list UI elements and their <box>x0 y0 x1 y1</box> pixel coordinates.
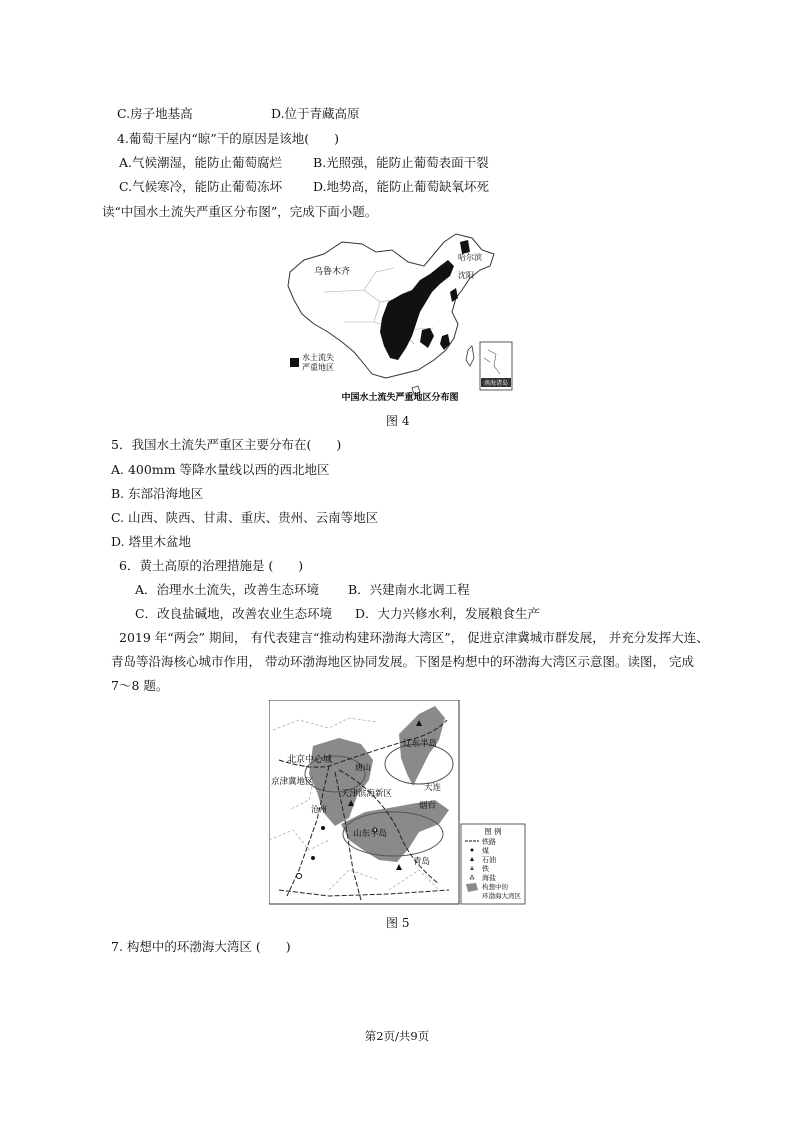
q4-option-d: D.地势高，能防止葡萄缺氧坏死 <box>313 179 490 194</box>
inset-label: 南海诸岛 <box>483 380 509 387</box>
q6-option-b: B．兴建南水北调工程 <box>348 582 470 597</box>
bohai-bay-map <box>269 700 527 906</box>
map-title: 中国水土流失严重地区分布图 <box>341 393 459 403</box>
q4-option-c: C.气候寒冷，能防止葡萄冻坏 <box>119 179 283 194</box>
legend-iron: 铁 <box>482 865 489 873</box>
label-dalian: 大连 <box>424 783 442 793</box>
q4-option-b: B.光照强，能防止葡萄表面干裂 <box>313 155 489 170</box>
q5-option-b: B. 东部沿海地区 <box>111 486 204 501</box>
q5-option-a: A. 400mm 等降水量线以西的西北地区 <box>111 462 330 477</box>
q3-option-c: C.房子地基高 <box>117 106 193 121</box>
soil-erosion-map <box>284 232 516 407</box>
figure-4-caption: 图 4 <box>386 414 410 428</box>
paragraph-line-2: 青岛等沿海核心城市作用， 带动环渤海地区协同发展。下图是构想中的环渤海大湾区示意图。读图， 完成 <box>111 654 694 669</box>
legend-coal: 煤 <box>482 847 489 855</box>
legend-area: 构想中的环渤海大湾区 <box>482 883 521 900</box>
paragraph-line-3: 7～8 题。 <box>111 678 169 693</box>
label-cangzhou: 沧州 <box>311 805 327 814</box>
q3-option-d: D.位于青藏高原 <box>271 106 360 121</box>
label-yantai: 烟台 <box>419 801 437 811</box>
map-legend <box>461 824 525 904</box>
q5-option-c: C. 山西、陕西、甘肃、重庆、贵州、云南等地区 <box>111 510 379 525</box>
label-shandong: 山东半岛 <box>353 829 388 839</box>
label-liaodong: 辽东半岛 <box>403 739 438 749</box>
label-tangshan: 唐山 <box>355 763 371 772</box>
q4-option-a: A.气候潮湿，能防止葡萄腐烂 <box>119 155 283 170</box>
label-qingdao: 青岛 <box>413 857 431 867</box>
q5-option-d: D. 塔里木盆地 <box>111 534 192 549</box>
label-beijing: 北京中心城 <box>287 755 333 765</box>
question-6: 6．黄土高原的治理措施是 ( ) <box>119 558 304 573</box>
q6-option-d: D．大力兴修水利，发展粮食生产 <box>355 606 541 621</box>
legend-label: 水土流失严重地区 <box>302 353 334 372</box>
label-urumqi: 乌鲁木齐 <box>314 267 351 277</box>
label-harbin: 哈尔滨 <box>458 253 482 262</box>
q6-option-c: C．改良盐碱地，改善农业生态环境 <box>135 606 333 621</box>
legend-salt: 海盐 <box>482 874 496 882</box>
label-tianjin: 天津滨海新区 <box>341 789 393 799</box>
legend-oil: 石油 <box>482 856 496 864</box>
legend-title: 图 例 <box>484 827 502 836</box>
paragraph-line-1: 2019 年“两会” 期间， 有代表建言“推动构建环渤海大湾区”， 促进京津冀城市群发展， 并充分发挥大连、 <box>119 630 709 645</box>
question-7: 7. 构想中的环渤海大湾区 ( ) <box>111 939 291 954</box>
question-4: 4.葡萄干屋内“晾”干的原因是该地( ) <box>117 131 339 146</box>
legend-rail: 铁路 <box>482 838 496 846</box>
figure-5-caption: 图 5 <box>386 916 410 930</box>
intro-figure-4: 读“中国水土流失严重区分布图”，完成下面小题。 <box>102 204 378 219</box>
question-5: 5．我国水土流失严重区主要分布在( ) <box>111 437 342 452</box>
label-jjj: 京津冀地区 <box>271 777 314 787</box>
page-footer: 第2页/共9页 <box>364 1029 430 1043</box>
q6-option-a: A．治理水土流失，改善生态环境 <box>135 582 320 597</box>
label-shenyang: 沈阳 <box>458 271 474 280</box>
legend-swatch <box>290 358 299 367</box>
